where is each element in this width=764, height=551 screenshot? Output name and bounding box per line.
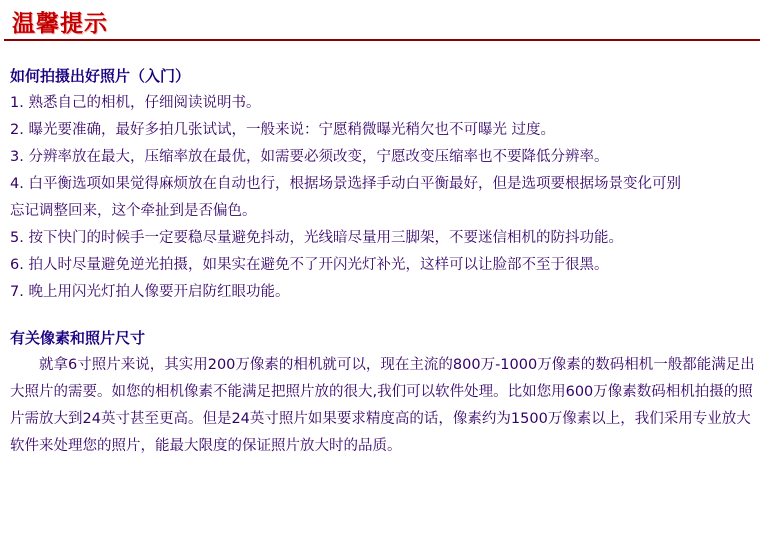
tip-line-2: 2. 曝光要准确，最好多拍几张试试，一般来说：宁愿稍微曝光稍欠也不可曝光 过度。 bbox=[10, 122, 556, 138]
tip-line-3: 3. 分辨率放在最大，压缩率放在最优，如需要必须改变，宁愿改变压缩率也不要降低分辨率。 bbox=[10, 149, 609, 165]
banner bbox=[0, 0, 764, 44]
tip-line-4-continued: 忘记调整回来，这个牵扯到是否偏色。 bbox=[10, 203, 257, 219]
banner-divider bbox=[4, 39, 760, 41]
banner-title: 温馨提示 bbox=[12, 11, 108, 37]
tip-line-1: 1. 熟悉自己的相机，仔细阅读说明书。 bbox=[10, 95, 261, 111]
tip-line-7: 7. 晚上用闪光灯拍人像要开启防红眼功能。 bbox=[10, 284, 290, 300]
tip-line-6: 6. 拍人时尽量避免逆光拍摄，如果实在避免不了开闪光灯补光，这样可以让脸部不至于很黑。 bbox=[10, 257, 609, 273]
content bbox=[10, 63, 758, 460]
section-heading-photo-tips: 如何拍摄出好照片（入门） bbox=[10, 67, 191, 85]
tip-line-4: 4. 白平衡选项如果觉得麻烦放在自动也行，根据场景选择手动白平衡最好，但是选项要根据场景变化可别 bbox=[10, 176, 681, 192]
section-heading-pixels-and-size: 有关像素和照片尺寸 bbox=[10, 329, 146, 347]
tip-line-5: 5. 按下快门的时候手一定要稳尽量避免抖动，光线暗尽量用三脚架，不要迷信相机的防抖功能。 bbox=[10, 230, 623, 246]
section-spacer bbox=[10, 306, 758, 325]
pixels-paragraph: 就拿6寸照片来说，其实用200万像素的相机就可以，现在主流的800万-1000万像素的数码相机一般都能满足出大照片的需要。如您的相机像素不能满足把照片放的很大,我们可以软件处理。比如您用600万像素数码相机拍摄的照片需放大到24英寸甚至更高。但是24英寸照片如果要求精度高的话，像素约为1500万像素以上，我们采用专业放大软件来处理您的照片，能最大限度的保证照片放大时的品质。 bbox=[10, 357, 755, 454]
